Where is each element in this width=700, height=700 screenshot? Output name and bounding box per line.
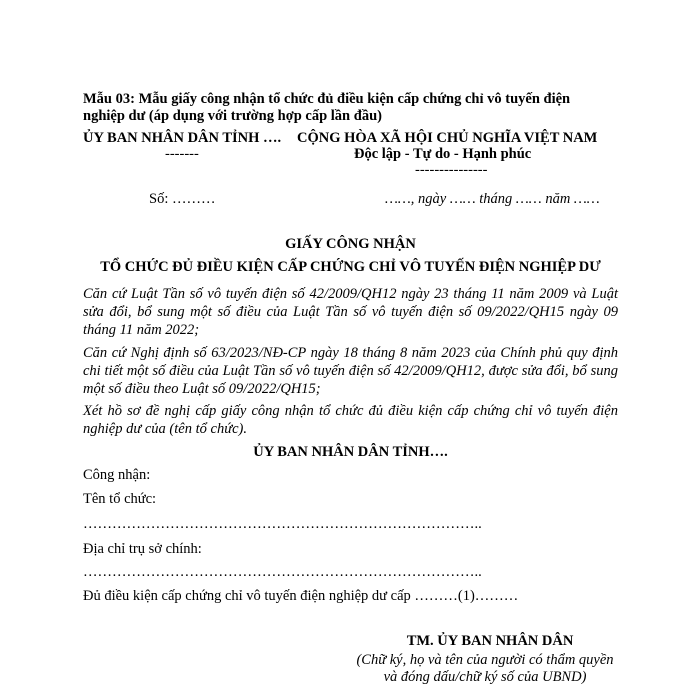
- signature-note-line2: và đóng dấu/chữ ký số của UBND): [383, 669, 587, 685]
- issuer-heading: ỦY BAN NHÂN DÂN TỈNH….: [253, 444, 448, 460]
- header-left-org: ỦY BAN NHÂN DÂN TỈNH ….: [83, 130, 282, 146]
- header-left-rule: -------: [165, 146, 199, 162]
- header-right-rule: ---------------: [415, 162, 488, 178]
- form-heading-line2: nghiệp dư (áp dụng với trường hợp cấp lần đầu): [83, 108, 382, 124]
- header-nation: CỘNG HÒA XÃ HỘI CHỦ NGHĨA VIỆT NAM: [297, 130, 598, 146]
- address-dots: ………………………………………………………………………..: [83, 564, 482, 580]
- form-heading-line1: Mẫu 03: Mẫu giấy công nhận tổ chức đủ điều kiện cấp chứng chỉ vô tuyến điện: [83, 91, 571, 107]
- document-subtitle: TỔ CHỨC ĐỦ ĐIỀU KIỆN CẤP CHỨNG CHỈ VÔ TUYẾN ĐIỆN NGHIỆP DƯ: [100, 259, 601, 275]
- preamble-decree: Căn cứ Nghị định số 63/2023/NĐ-CP ngày 18 tháng 8 năm 2023 của Chính phủ quy định chi tiết một số điều của Luật Tần số vô tuyến điện số 42/2009/QH12, được sửa đổi, bổ sung một số điều theo Luật số 09/2022/QH15;: [83, 345, 618, 397]
- document-date: ……, ngày …… tháng …… năm ……: [385, 191, 600, 207]
- address-label: Địa chỉ trụ sở chính:: [83, 541, 202, 557]
- document-number: Số: ………: [149, 191, 216, 207]
- signature-note-line1: (Chữ ký, họ và tên của người có thẩm quyền: [356, 652, 614, 668]
- org-name-dots: ………………………………………………………………………..: [83, 516, 482, 532]
- preamble-law: Căn cứ Luật Tần số vô tuyến điện số 42/2009/QH12 ngày 23 tháng 11 năm 2009 và Luật sửa đổi, bổ sung một số điều của Luật Tần số vô tuyến điện số 09/2022/QH15 ngày 09 tháng 11 năm 2022;: [83, 286, 618, 338]
- qualification-line: Đủ điều kiện cấp chứng chỉ vô tuyến điện nghiệp dư cấp ………(1)………: [83, 588, 519, 604]
- document-title: GIẤY CÔNG NHẬN: [285, 236, 416, 252]
- org-name-label: Tên tổ chức:: [83, 491, 157, 507]
- recognize-label: Công nhận:: [83, 467, 151, 483]
- header-motto: Độc lập - Tự do - Hạnh phúc: [354, 146, 532, 162]
- preamble-consideration: Xét hồ sơ đề nghị cấp giấy công nhận tổ chức đủ điều kiện cấp chứng chỉ vô tuyến điện nghiệp dư của (tên tổ chức).: [83, 403, 618, 437]
- signature-title: TM. ỦY BAN NHÂN DÂN: [406, 633, 574, 649]
